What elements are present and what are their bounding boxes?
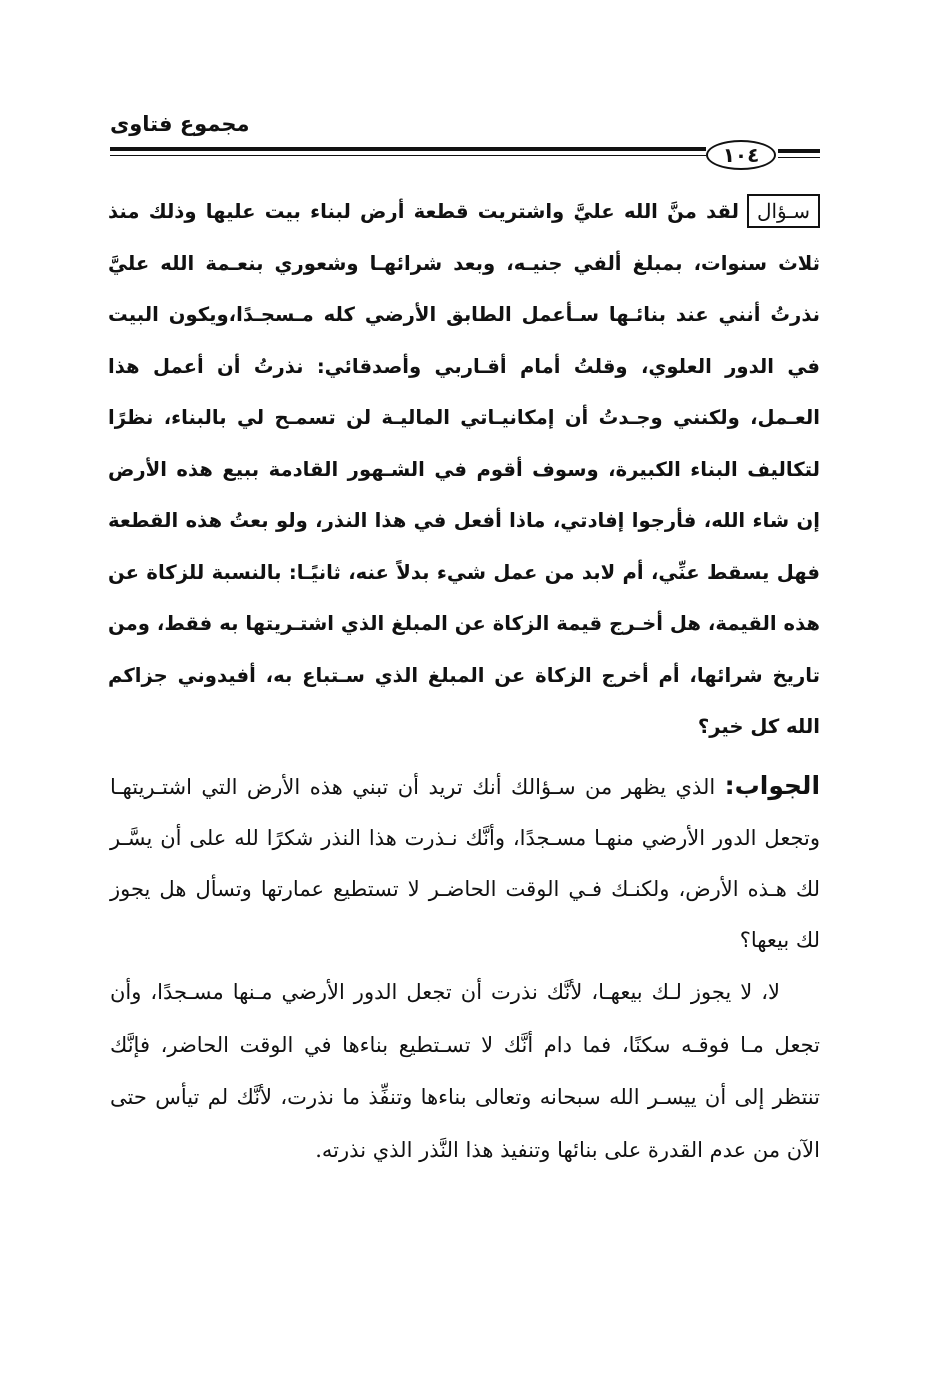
question-text: لقد منَّ الله عليَّ واشتريت قطعة أرض لبناء بيت عليها وذلك منذ ثلاث سنوات، بمبلغ ألفي جنيـه، وبعد شرائهـا وشعوري بنعـمة الله عليَّ نذرتُ أنني عند بنائـها سـأعمل الطابق الأرضي كله مـسجـدًا،ويكون البيت في الدور العلوي، وقلتُ أمام أقـاربي وأصدقائي: نذرتُ أن أعمل هذا العـمل، ولكنني وجـدتُ أن إمكانيـاتي الماليـة لن تسمـح لي بالبناء، نظرًا لتكاليف البناء الكبيرة، وسوف أقوم في الشـهور القادمة ببيع هذه الأرض إن شاء الله، فأرجوا إفادتي، ماذا أفعل في هذا النذر، ولو بعتُ هذه القطعة فهل يسقط عنِّي، أم لابد من عمل شيء بدلاً عنه، ثانيًـا: بالنسبة للزكاة عن هذه القيمة، هل أخـرج قيمة الزكاة عن المبلغ الذي اشتـريتها به فقط، ومن تاريخ شرائها، أم أخرج الزكاة عن المبلغ الذي سـتباع به، أفيدوني جزاكم الله كل خير؟ [108,200,820,738]
answer-paragraph-1 [110,760,820,966]
answer-label: الجواب: [724,771,821,800]
running-title: مجموع فتاوى [110,112,250,136]
header-rule-thin [110,155,706,156]
header-rule-right-thin [778,157,820,158]
header-rule-right-thick [778,149,820,153]
question-paragraph [108,186,820,753]
answer-text-1: الذي يظهر من سـؤالك أنك تريد أن تبني هذه الأرض التي اشتـريتهـا وتجعل الدور الأرضي منهـا مسـجدًا، وأنَّك نـذرت هذا النذر شكرًا لله على أن يسَّـر لك هـذه الأرض، ولكنـك فـي الوقت الحاضـر لا تستطيع عمارتها وتسأل هل يجوز لك بيعها؟ [110,775,820,952]
question-label: سـؤال [747,194,820,228]
header-rule-thick [110,147,706,151]
page-number: ١٠٤ [706,140,776,170]
answer-paragraph-2: لا، لا يجوز لـك بيعهـا، لأنَّك نذرت أن تجعل الدور الأرضي مـنها مسـجدًا، وأن تجعل مـا فوقـه سكنًا، فما دام أنَّك لا تسـتطيع بناءها في الوقت الحاضر، فإنَّك تنتظر إلى أن ييسـر الله سبحانه وتعالى بناءها وتنفِّذ ما نذرت، لأنَّك لم تيأس حتى الآن من عدم القدرة على بنائها وتنفيذ هذا النَّذر الذي نذرته. [110,980,820,1162]
